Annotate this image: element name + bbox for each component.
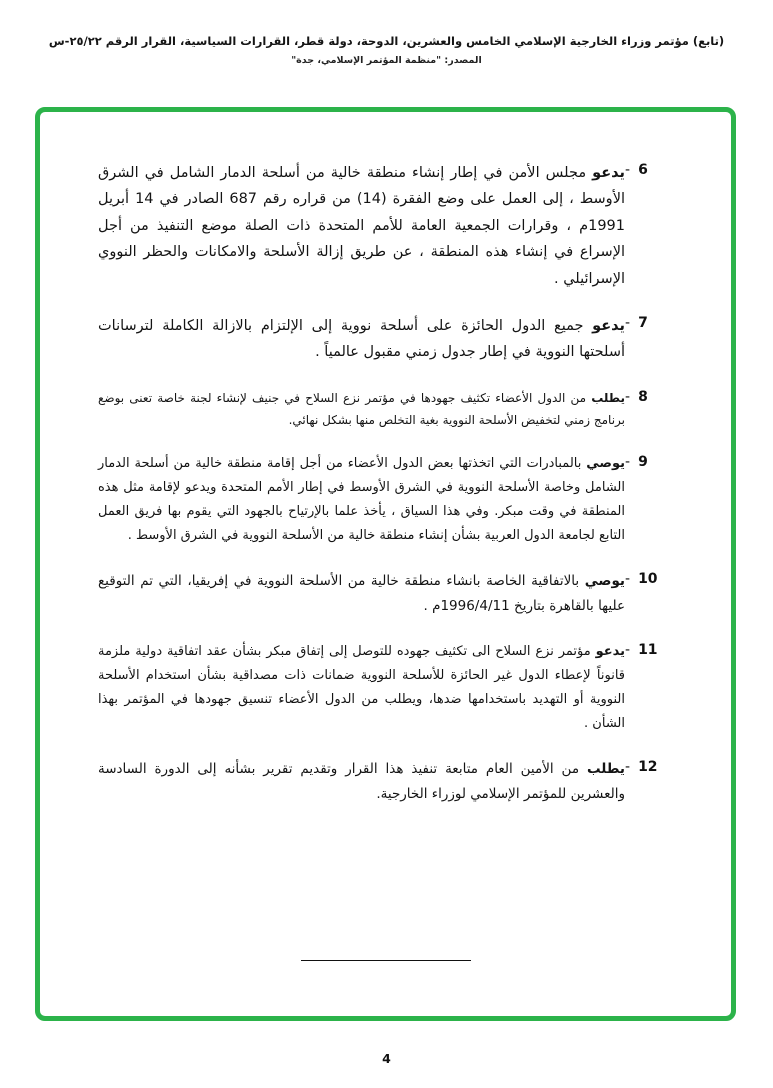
clause-lead-word: يطلب: [591, 390, 625, 405]
clause-text: [98, 387, 625, 431]
clause-number: [625, 313, 669, 366]
clause-9: [98, 452, 669, 548]
clause-dash: -: [625, 759, 631, 776]
page-number: 4: [382, 1051, 391, 1066]
clause-12: [98, 757, 669, 807]
clause-6: [98, 160, 669, 292]
clause-num-text: 10: [638, 571, 658, 588]
clause-num-text: 11: [638, 642, 658, 659]
clause-num-text: 6: [638, 162, 648, 178]
clause-number: [625, 640, 669, 736]
clause-text: [98, 569, 625, 619]
clause-dash: -: [625, 454, 631, 470]
resolution-clauses: [98, 160, 669, 828]
clause-lead-word: يطلب: [586, 761, 626, 778]
clause-text: [98, 160, 625, 292]
clause-8: [98, 387, 669, 431]
clause-dash: -: [625, 162, 631, 178]
clause-num-text: 12: [638, 759, 658, 776]
header-title: (تابع) مؤتمر وزراء الخارجية الإسلامي الخامس والعشرين، الدوحة، دولة قطر، القرارات السياسية، القرار الرقم ٢٥/٢٢-س: [48, 34, 725, 48]
clause-lead-word: يوصي: [586, 456, 625, 471]
clause-dash: -: [625, 571, 631, 588]
clause-body: مؤتمر نزع السلاح الى تكثيف جهوده للتوصل إلى إتفاق مبكر بشأن عقد اتفاقية دولية ملزمة قانوناً لإعطاء الدول غير الحائزة للأسلحة النووية ضمانات ذات مصداقية بشأن استخدام الأسلحة النووية أو التهديد باستخدامها ضدها، ويطلب من الدول الأعضاء تنسيق جهودها في المؤتمر بهذا الشأن .: [98, 644, 625, 732]
clause-11: [98, 640, 669, 736]
clause-dash: -: [625, 314, 631, 331]
clause-body: مجلس الأمن في إطار إنشاء منطقة خالية من أسلحة الدمار الشامل في الشرق الأوسط ، إلى العمل على وضع الفقرة (14) من قراره رقم 687 الصادر في 14 أبريل 1991م ، وقرارات الجمعية العامة للأمم المتحدة ذات الصلة موضع التنفيذ من أجل الإسراع في إنشاء هذه المنطقة ، عن طريق إزالة الأسلحة والامكانات والحظر النووي الإسرائيلي .: [98, 165, 625, 287]
document-frame: [35, 107, 736, 1021]
clause-lead-word: يدعو: [592, 165, 625, 181]
clause-text: [98, 313, 625, 366]
clause-number: [625, 757, 669, 807]
clause-number: [625, 452, 669, 548]
clause-body: بالاتفاقية الخاصة بانشاء منطقة خالية من الأسلحة النووية في إفريقيا، التي تم التوقيع عليها بالقاهرة بتاريخ 1996/4/11م .: [98, 573, 625, 615]
clause-10: [98, 569, 669, 619]
clause-number: [625, 387, 669, 431]
clause-number: [625, 569, 669, 619]
clause-text: [98, 757, 625, 807]
clause-dash: -: [625, 642, 631, 659]
clause-body: من الأمين العام متابعة تنفيذ هذا القرار وتقديم تقرير بشأنه إلى الدورة السادسة والعشرين للمؤتمر الإسلامي لوزراء الخارجية.: [98, 761, 625, 803]
clause-body: جميع الدول الحائزة على أسلحة نووية إلى الإلتزام بالازالة الكاملة لترسانات أسلحتها النووية في إطار جدول زمني مقبول عالمياً .: [98, 317, 625, 361]
clause-dash: -: [625, 388, 631, 405]
clause-text: [98, 452, 625, 548]
clause-number: [625, 160, 669, 292]
clause-num-text: 7: [638, 314, 648, 331]
clause-lead-word: يدعو: [595, 644, 625, 660]
clause-num-text: 8: [638, 388, 648, 405]
clause-body: بالمبادرات التي اتخذتها بعض الدول الأعضاء من أجل إقامة منطقة خالية من أسلحة الدمار الشامل وخاصة الأسلحة النووية في الشرق الأوسط في إطار الأمم المتحدة ويدعو لإقامة مثل هذه المنطقة في وقت مبكر. وفي هذا السياق ، يأخذ علما بالإرتياح بالجهود التي يقوم بها فريق العمل التابع لجامعة الدول العربية بشأن إنشاء منطقة خالية من الأسلحة النووية في الشرق الأوسط .: [98, 456, 625, 544]
clause-lead-word: يدعو: [592, 317, 625, 334]
end-of-text-rule: [301, 960, 471, 961]
clause-text: [98, 640, 625, 736]
clause-num-text: 9: [638, 454, 648, 470]
clause-7: [98, 313, 669, 366]
clause-lead-word: يوصي: [584, 573, 625, 590]
header-source: المصدر: "منظمة المؤتمر الإسلامي، جدة": [291, 55, 482, 66]
clause-body: من الدول الأعضاء تكثيف جهودها في مؤتمر نزع السلاح في جنيف لإنشاء لجنة خاصة تعنى بوضع برنامج زمني لتخفيض الأسلحة النووية بغية التخلص منها بشكل نهائي.: [98, 390, 625, 427]
document-header: [20, 34, 753, 66]
